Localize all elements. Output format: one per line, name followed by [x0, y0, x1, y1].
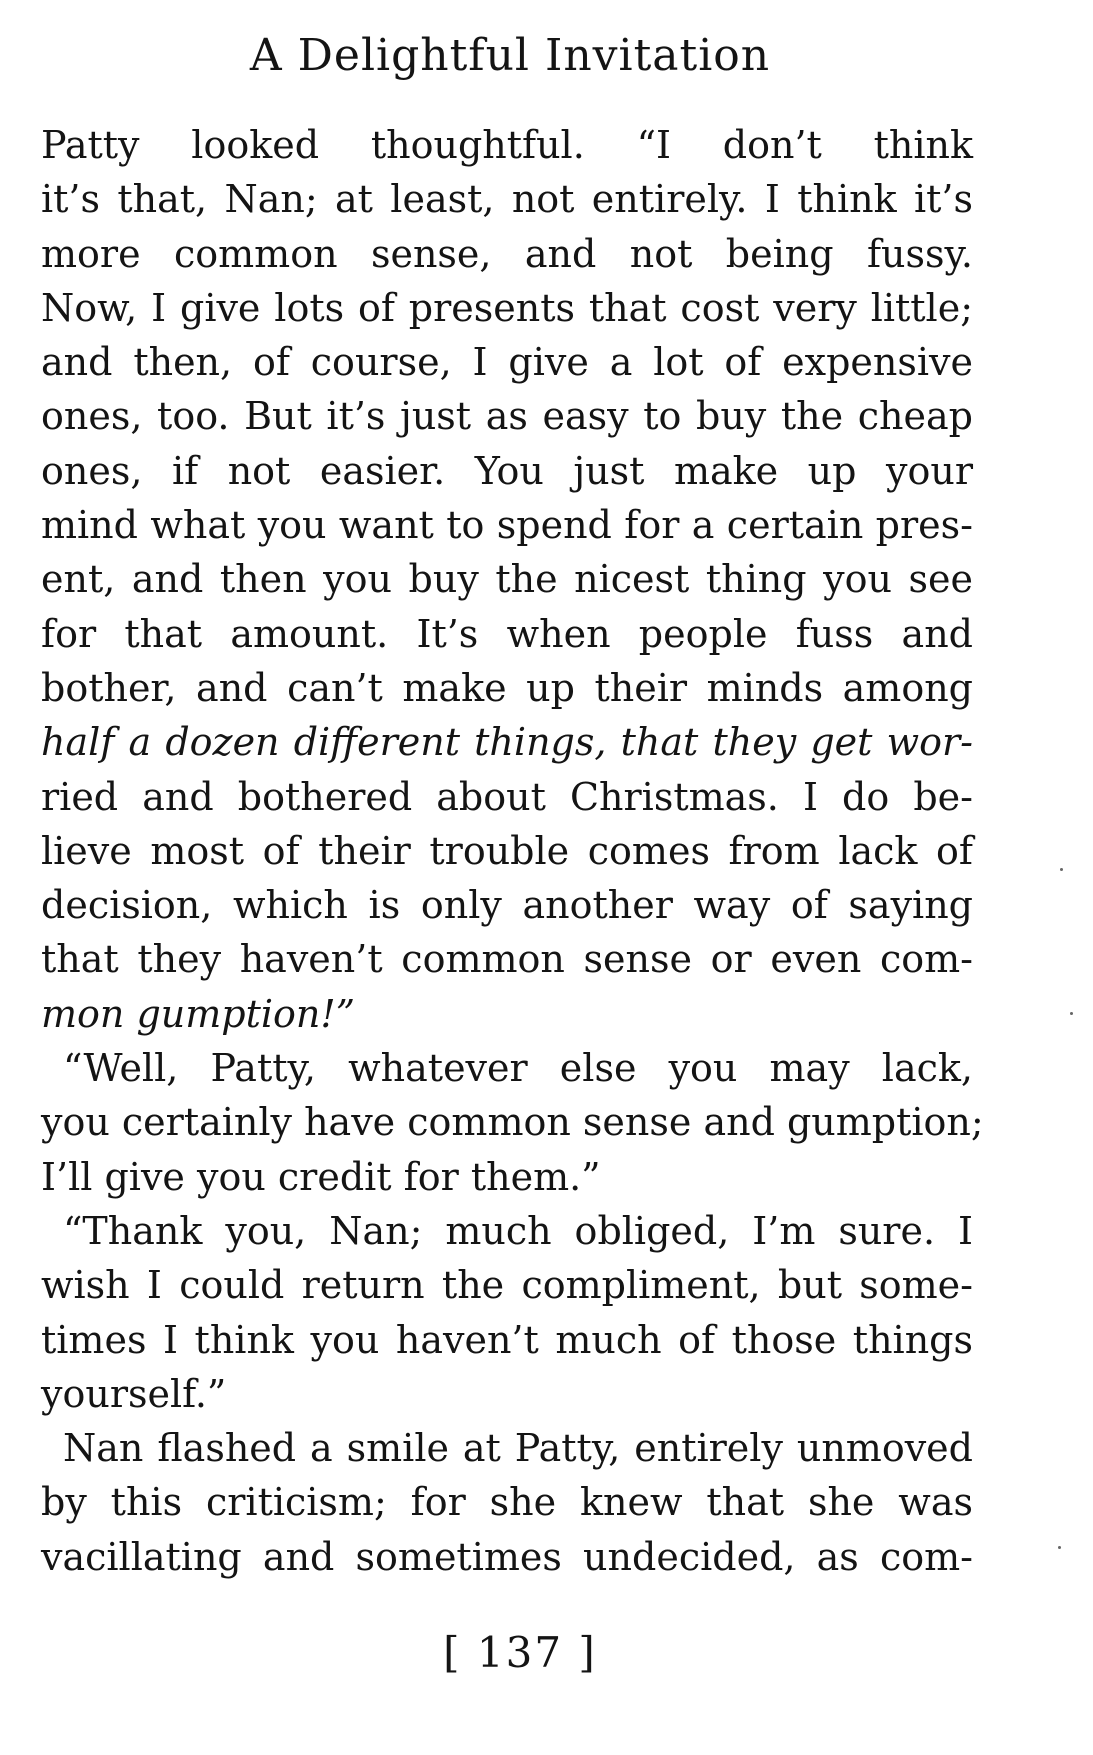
- text-line: that they haven’t common sense or even com-: [41, 937, 973, 982]
- text-line: by this criticism; for she knew that she was: [41, 1480, 973, 1525]
- text-line: times I think you haven’t much of those things: [41, 1317, 973, 1362]
- text-line: ones, if not easier. You just make up your: [41, 448, 973, 493]
- text-line: it’s that, Nan; at least, not entirely. I think it’s: [41, 177, 973, 222]
- running-head: A Delightful Invitation: [249, 30, 771, 81]
- text-line: ent, and then you buy the nicest thing you see: [41, 557, 973, 602]
- text-line: you certainly have common sense and gumption;: [41, 1100, 984, 1145]
- text-line: bother, and can’t make up their minds among: [41, 665, 973, 710]
- text-line: Now, I give lots of presents that cost very little;: [41, 285, 973, 330]
- text-line: wish I could return the compliment, but some-: [41, 1263, 973, 1308]
- text-line: Nan flashed a smile at Patty, entirely unmoved: [63, 1426, 973, 1471]
- text-line: “Well, Patty, whatever else you may lack,: [63, 1046, 973, 1091]
- text-line: “Thank you, Nan; much obliged, I’m sure. I: [63, 1208, 973, 1253]
- text-line: half a dozen different things, that they get wor-: [41, 720, 973, 765]
- text-line: and then, of course, I give a lot of expensive: [41, 340, 973, 385]
- text-line: yourself.”: [41, 1371, 227, 1416]
- text-line: mind what you want to spend for a certain pres-: [41, 503, 973, 548]
- text-line: ones, too. But it’s just as easy to buy the cheap: [41, 394, 973, 439]
- body-text: [41, 118, 984, 1584]
- print-speck: [1070, 1012, 1073, 1015]
- text-line: more common sense, and not being fussy.: [41, 231, 973, 276]
- print-speck: [1058, 1546, 1061, 1549]
- text-line: mon gumption!”: [41, 991, 356, 1036]
- text-line: I’ll give you credit for them.”: [41, 1154, 601, 1199]
- text-line: Patty looked thoughtful. “I don’t think: [41, 123, 973, 167]
- text-line: for that amount. It’s when people fuss and: [41, 611, 973, 656]
- text-line: vacillating and sometimes undecided, as com-: [41, 1534, 973, 1579]
- page-number: [ 137 ]: [443, 1628, 597, 1677]
- text-line: ried and bothered about Christmas. I do be-: [41, 774, 973, 819]
- text-line: decision, which is only another way of saying: [41, 883, 973, 928]
- text-line: lieve most of their trouble comes from lack of: [41, 828, 973, 873]
- print-speck: [1060, 868, 1063, 871]
